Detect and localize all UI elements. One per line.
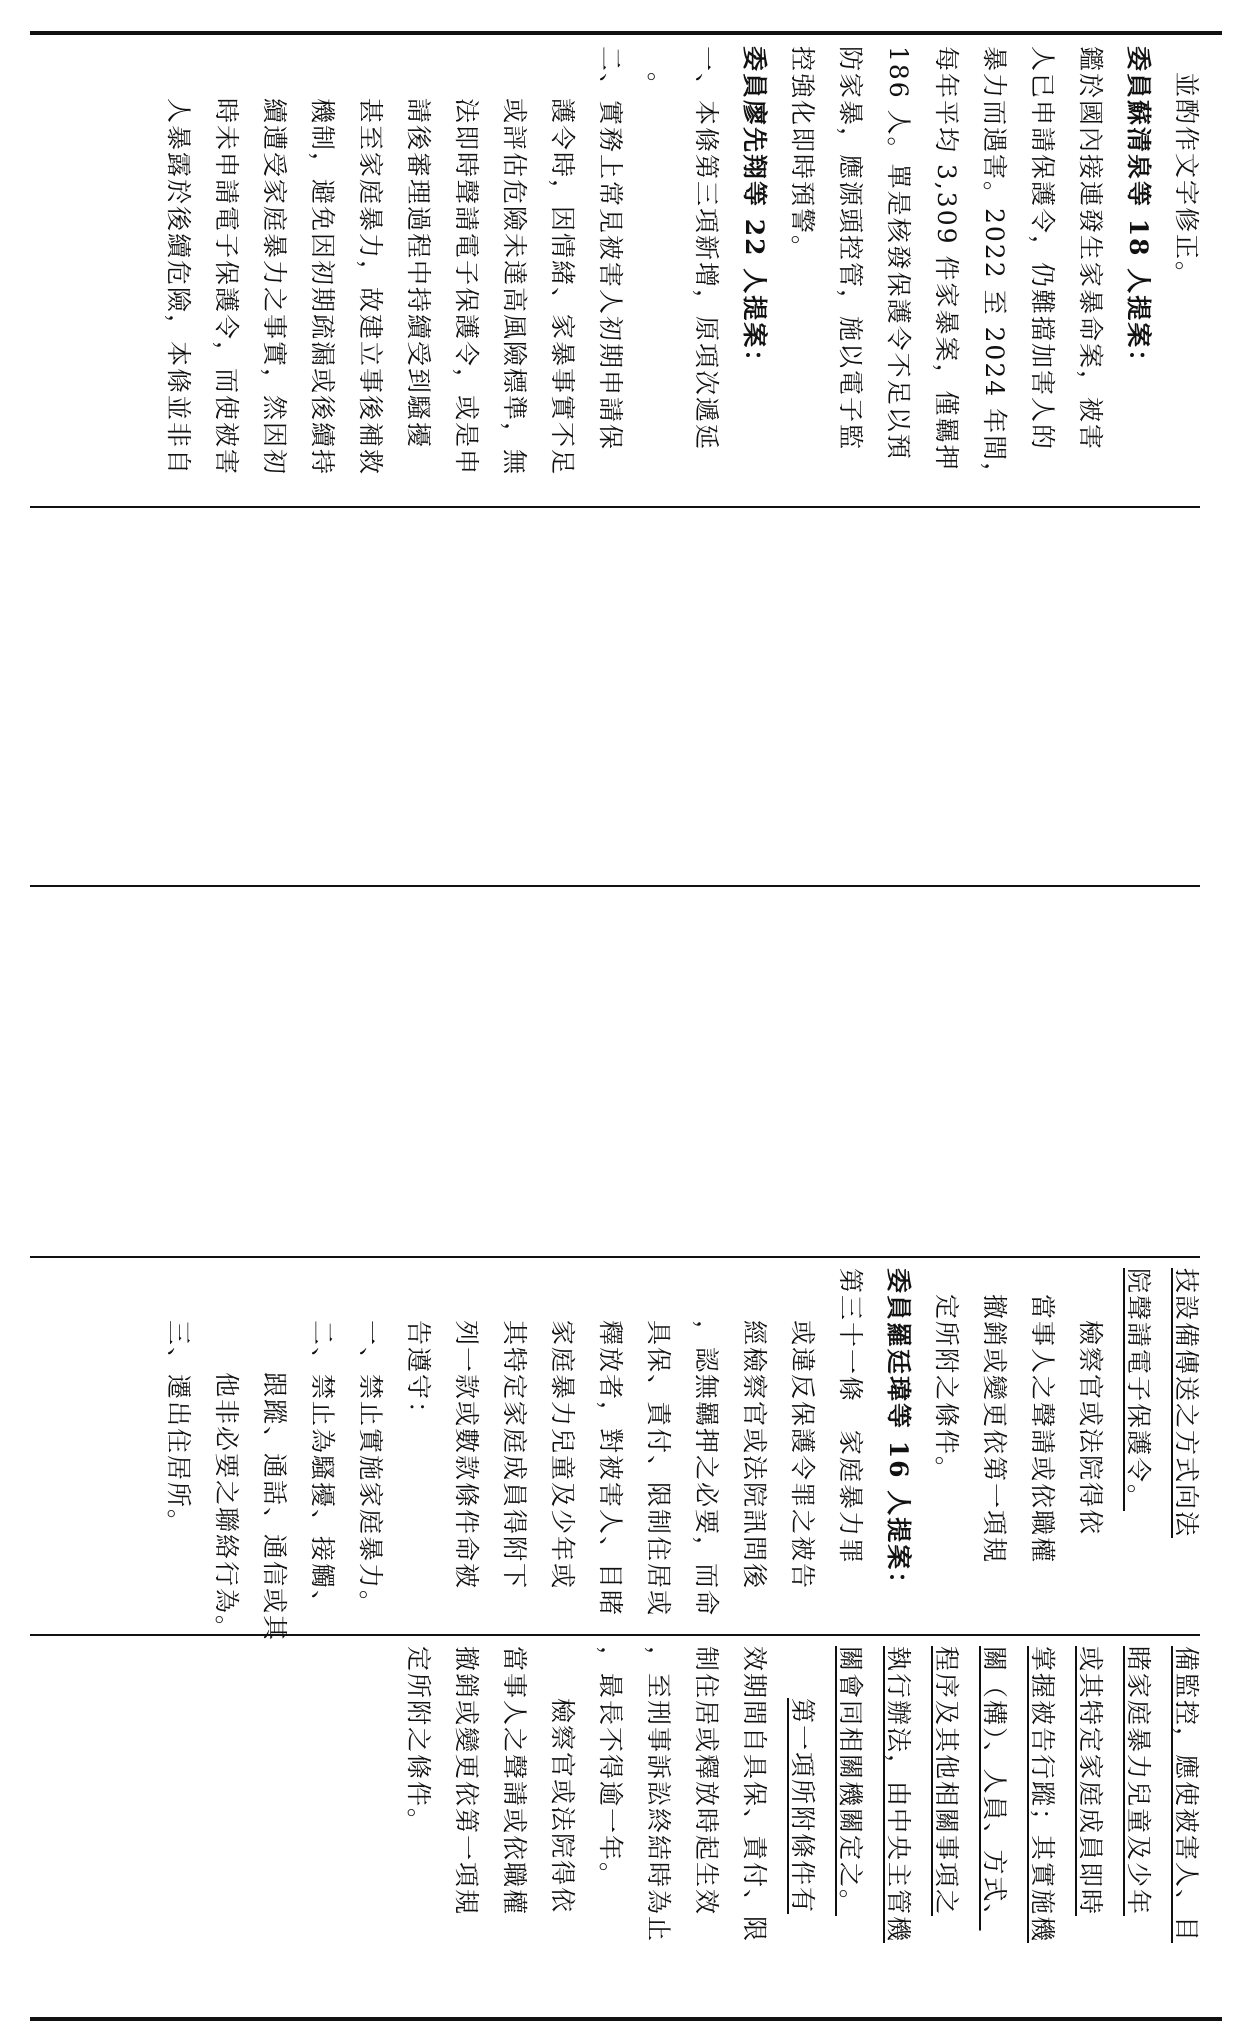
text-line: 跟蹤、通話、通信或其 [260, 1372, 289, 1643]
text-line: 第三十一條 家庭暴力罪 [836, 1268, 865, 1566]
text-line: 其特定家庭成員得附下 [500, 1320, 529, 1591]
text-line: 關（構）、人員、方式、 [980, 1646, 1009, 1931]
text-line: ，至刑事訴訟終結時為止 [644, 1646, 673, 1944]
text-line: 第一項所附條件有 [788, 1698, 817, 1915]
text-line: 關會同相關機關定之。 [836, 1646, 865, 1917]
text-line: 當事人之聲請或依職權 [500, 1646, 529, 1917]
text-line: 定所附之條件。 [932, 1294, 961, 1484]
text-line: 釋放者，對被害人、目睹 [596, 1320, 625, 1618]
text-line: 機制，避免因初期疏漏或後續持 [308, 98, 337, 477]
text-line: 效期間自具保、責付、限 [740, 1646, 769, 1944]
text-line: 鑑於國內接連發生家暴命案，被害 [1076, 46, 1105, 452]
text-line: 睹家庭暴力兒童及少年 [1124, 1646, 1153, 1917]
text-line: 續遭受家庭暴力之事實，然因初 [260, 98, 289, 477]
text-line: 備監控，應使被害人、目 [1172, 1646, 1201, 1944]
text-line: 經檢察官或法院訊問後 [740, 1320, 769, 1591]
text-line: 甚至家庭暴力，故建立事後補救 [356, 98, 385, 477]
text-line: ，最長不得逾一年。 [596, 1646, 625, 1890]
text-line: 暴力而遇害。2022 至 2024 年間， [980, 46, 1009, 490]
text-line: 控強化即時預警。 [788, 46, 817, 263]
text-line: 186 人。單是核發保護令不足以預 [884, 46, 913, 461]
text-line: 撤銷或變更依第一項規 [980, 1294, 1009, 1565]
text-line: 二、禁止為騷擾、接觸、 [308, 1320, 337, 1618]
text-line: 掌握被告行蹤；其實施機 [1028, 1646, 1057, 1944]
text-line: ，認無羈押之必要，而命 [692, 1320, 721, 1618]
text-line: 技設備傳送之方式向法 [1172, 1268, 1201, 1539]
text-line: 具保、責付、限制住居或 [644, 1320, 673, 1618]
text-line: 二、實務上常見被害人初期申請保 [596, 46, 625, 452]
rotated-page [0, 32, 1201, 1944]
text-line: 三、遷出住居所。 [164, 1320, 193, 1537]
text-line: 時未申請電子保護令，而使被害 [212, 98, 241, 477]
text-line: 告遵守： [404, 1320, 433, 1429]
text-line: 或評估危險未達高風險標準，無 [500, 98, 529, 477]
text-line: 請後審理過程中持續受到騷擾 [404, 98, 433, 450]
text-line: 或違反保護令罪之被告 [788, 1320, 817, 1591]
text-line: 每年平均 3,309 件家暴案，僅羈押 [932, 46, 961, 472]
text-line: 執行辦法，由中央主管機 [884, 1646, 913, 1944]
text-line: 人暴露於後續危險，本條並非自 [164, 98, 193, 477]
text-line: 或其特定家庭成員即時 [1076, 1646, 1105, 1917]
text-line: 檢察官或法院得依 [548, 1698, 577, 1915]
text-line: 程序及其他相關事項之 [932, 1646, 961, 1917]
proposal-heading: 委員廖先翔等 22 人提案： [740, 46, 769, 377]
text-line: 並酌作文字修正。 [1172, 72, 1201, 289]
text-line: 人已申請保護令，仍難擋加害人的 [1028, 46, 1057, 452]
text-line: 護令時，因情緒、家暴事實不足 [548, 98, 577, 477]
text-line: 檢察官或法院得依 [1076, 1320, 1105, 1537]
text-line: 定所附之條件。 [404, 1646, 433, 1836]
text-line: 一、本條第三項新增，原項次遞延 [692, 46, 721, 452]
text-line: 。 [644, 72, 673, 100]
text-line: 列一款或數款條件命被 [452, 1320, 481, 1591]
text-line: 一、禁止實施家庭暴力。 [356, 1320, 385, 1618]
text-line: 院聲請電子保護令。 [1124, 1268, 1153, 1512]
text-line: 撤銷或變更依第一項規 [452, 1646, 481, 1917]
text-line: 當事人之聲請或依職權 [1028, 1294, 1057, 1565]
text-line: 家庭暴力兒童及少年或 [548, 1320, 577, 1591]
text-line: 他非必要之聯絡行為。 [212, 1372, 241, 1643]
text-line: 防家暴，應源頭控管，施以電子監 [836, 46, 865, 452]
proposal-heading: 委員蘇清泉等 18 人提案： [1124, 46, 1153, 377]
text-line: 法即時聲請電子保護令，或是申 [452, 98, 481, 477]
proposal-heading: 委員羅廷瑋等 16 人提案： [884, 1268, 913, 1599]
text-line: 制住居或釋放時起生效 [692, 1646, 721, 1917]
